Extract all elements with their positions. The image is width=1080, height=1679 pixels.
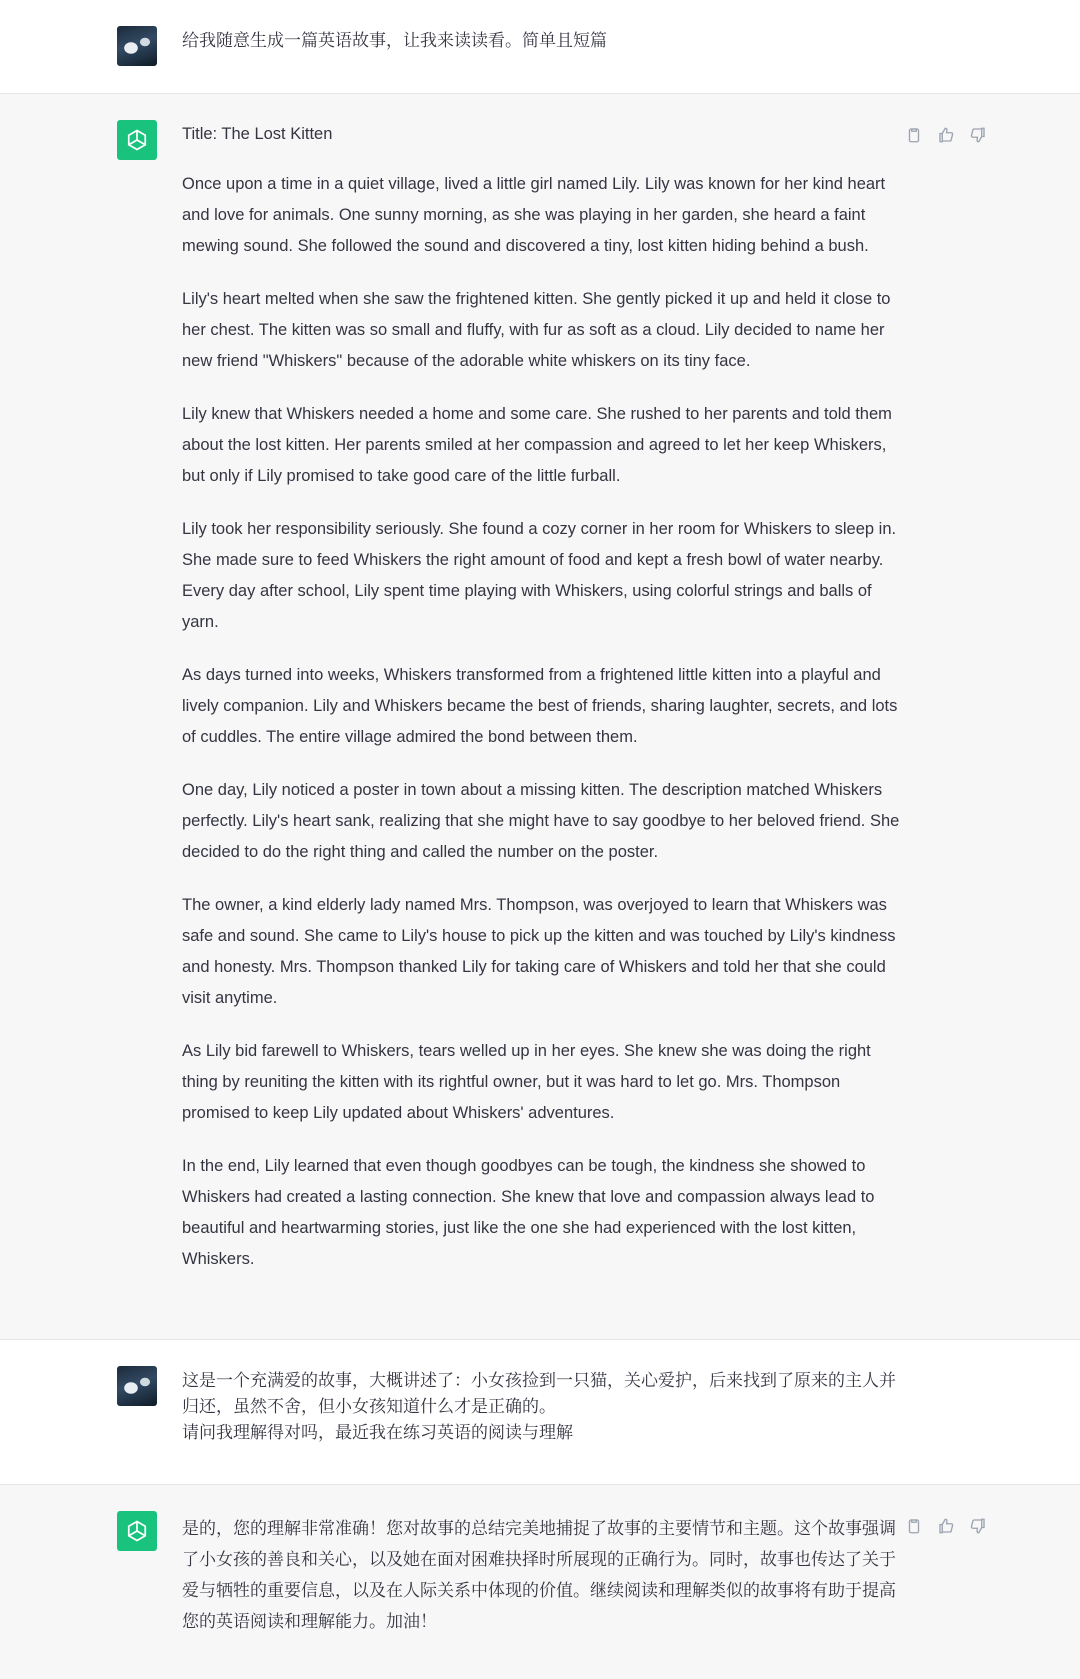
story-paragraph: One day, Lily noticed a poster in town about a missing kitten. The description matched Whiskers perfectly. Lily's heart sank, realizing that she might have to say goodbye to her beloved friend. She decided to do the right thing and called the number on the poster. xyxy=(182,781,900,861)
story-title: Title: The Lost Kitten xyxy=(182,125,333,143)
thumbs-up-button[interactable] xyxy=(936,125,956,145)
user-message-2 xyxy=(0,1339,1080,1484)
thumbs-down-button[interactable] xyxy=(968,125,988,145)
story-paragraph: Lily knew that Whiskers needed a home and some care. She rushed to her parents and told them about the lost kitten. Her parents smiled at her compassion and agreed to let her keep Whiskers, but only if Lily promised to take good care of the little furball. xyxy=(182,405,892,485)
clipboard-icon xyxy=(905,1517,923,1535)
user-avatar xyxy=(117,26,157,66)
clipboard-icon xyxy=(905,126,923,144)
user-avatar xyxy=(117,1366,157,1406)
openai-logo-icon xyxy=(117,120,157,160)
story-paragraph: As days turned into weeks, Whiskers transformed from a frightened little kitten into a playful and lively companion. Lily and Whiskers became the best of friends, sharing laughter, secrets, and lots of cuddles. The entire village admired the bond between them. xyxy=(182,666,898,746)
assistant-message-body: 是的，您的理解非常准确！您对故事的总结完美地捕捉了故事的主要情节和主题。这个故事强调了小女孩的善良和关心，以及她在面对困难抉择时所展现的正确行为。同时，故事也传达了关于爱与牺牲的重要信息，以及在人际关系中体现的价值。继续阅读和理解类似的故事将有助于提高您的英语阅读和理解能力。加油！ xyxy=(182,1519,896,1631)
user-message-line: 请问我理解得对吗，最近我在练习英语的阅读与理解 xyxy=(182,1423,573,1442)
assistant-message-body xyxy=(182,119,904,1275)
thumbs-down-icon xyxy=(969,1517,987,1535)
thumbs-down-icon xyxy=(969,126,987,144)
copy-button[interactable] xyxy=(904,1516,924,1536)
story-paragraph: The owner, a kind elderly lady named Mrs. Thompson, was overjoyed to learn that Whiskers was safe and sound. She came to Lily's house to pick up the kitten and was touched by Lily's kindness and honesty. Mrs. Thompson thanked Lily for taking care of Whiskers and told her that she could visit anytime. xyxy=(182,896,896,1007)
thumbs-up-icon xyxy=(937,1517,955,1535)
thumbs-up-button[interactable] xyxy=(936,1516,956,1536)
message-actions xyxy=(904,1516,988,1536)
user-message-text xyxy=(182,1368,904,1446)
thumbs-up-icon xyxy=(937,126,955,144)
user-message-text: 给我随意生成一篇英语故事，让我来读读看。简单且短篇 xyxy=(182,31,607,50)
message-actions xyxy=(904,125,988,145)
copy-button[interactable] xyxy=(904,125,924,145)
story-paragraph: In the end, Lily learned that even though goodbyes can be tough, the kindness she showed to Whiskers had created a lasting connection. She knew that love and compassion always lead to beautiful and heartwarming stories, just like the one she had experienced with the lost kitten, Whiskers. xyxy=(182,1157,875,1268)
user-message-1 xyxy=(0,0,1080,93)
story-paragraph: Lily's heart melted when she saw the frightened kitten. She gently picked it up and held it close to her chest. The kitten was so small and fluffy, with fur as soft as a cloud. Lily decided to name her new friend "Whiskers" because of the adorable white whiskers on its tiny face. xyxy=(182,290,891,370)
thumbs-down-button[interactable] xyxy=(968,1516,988,1536)
story-paragraph: Lily took her responsibility seriously. She found a cozy corner in her room for Whiskers to sleep in. She made sure to feed Whiskers the right amount of food and kept a fresh bowl of water nearby. Every day after school, Lily spent time playing with Whiskers, using colorful strings and balls of yarn. xyxy=(182,520,897,631)
openai-logo-icon xyxy=(117,1511,157,1551)
user-message-line: 这是一个充满爱的故事，大概讲述了：小女孩捡到一只猫，关心爱护，后来找到了原来的主人并归还，虽然不舍，但小女孩知道什么才是正确的。 xyxy=(182,1371,896,1416)
assistant-message-1 xyxy=(0,93,1080,1339)
story-paragraph: As Lily bid farewell to Whiskers, tears welled up in her eyes. She knew she was doing the right thing by reuniting the kitten with its rightful owner, but it was hard to let go. Mrs. Thompson promised to keep Lily updated about Whiskers' adventures. xyxy=(182,1042,871,1122)
assistant-message-2 xyxy=(0,1484,1080,1679)
story-paragraph: Once upon a time in a quiet village, lived a little girl named Lily. Lily was known for her kind heart and love for animals. One sunny morning, as she was playing in her garden, she heard a faint mewing sound. She followed the sound and discovered a tiny, lost kitten hiding behind a bush. xyxy=(182,175,886,255)
